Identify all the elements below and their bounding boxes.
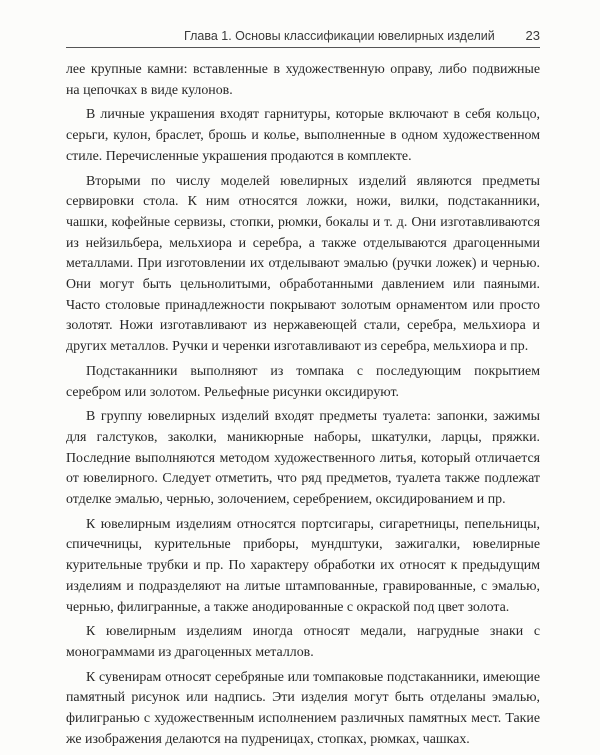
paragraph: В личные украшения входят гарнитуры, которые включают в себя кольцо, серьги, кулон, браслет, брошь и колье, выполненные в одном художественном стиле. Перечисленные украшения продаются в комплекте.: [66, 107, 540, 164]
chapter-title: Глава 1. Основы классификации ювелирных изделий: [184, 29, 495, 43]
page-number: 23: [525, 28, 540, 43]
paragraph: В группу ювелирных изделий входят предметы туалета: запонки, зажимы для галстуков, заколки, маникюрные наборы, шкатулки, ларцы, пряжки. Последние выполняются методом художественного литья, который отличается от ювелирного. Следует отметить, что ряд предметов, туалета также подлежат отделке эмалью, чернью, золочением, серебрением, оксидированием и пр.: [66, 409, 540, 508]
header-divider: [66, 47, 540, 48]
running-header: [66, 20, 540, 46]
body-text: [66, 60, 540, 755]
paragraph: Вторыми по числу моделей ювелирных изделий являются предметы сервировки стола. К ним относятся ложки, ножи, вилки, подстаканники, чашки, кофейные сервизы, стопки, рюмки, бокалы и т. д. Они изготавливаются из нейзильбера, мельхиора и серебра, а также отделываются драгоценными металлами. При изготовлении их отделывают эмалью (ручки ложек) и чернью. Они могут быть цельнолитыми, обработанными давлением или паяными. Часто столовые принадлежности покрывают золотым орнаментом или просто золотят. Ножи изготавливают из нержавеющей стали, серебра, мельхиора и других металлов. Ручки и черенки изготавливают из серебра, мельхиора и пр.: [66, 173, 540, 355]
paragraph: К ювелирным изделиям относятся портсигары, сигаретницы, пепельницы, спичечницы, курительные приборы, мундштуки, зажигалки, ювелирные курительные трубки и пр. По характеру обработки их относят к предыдущим изделиям и подразделяют на литые штампованные, гравированные, с эмалью, чернью, филигранные, а также анодированные с окраской под цвет золота.: [66, 516, 540, 615]
paragraph: К сувенирам относят серебряные или томпаковые подстаканники, имеющие памятный рисунок или надпись. Эти изделия могут быть отделаны эмалью, филигранью с художественным исполнением различных памятных мест. Такие же изображения делаются на пудреницах, стопках, рюмках, чашках.: [66, 669, 540, 747]
paragraph: Подстаканники выполняют из томпака с последующим покрытием серебром или золотом. Рельефные рисунки оксидируют.: [66, 363, 540, 400]
paragraph: К ювелирным изделиям иногда относят медали, нагрудные знаки с монограммами из драгоценных металлов.: [66, 624, 540, 660]
paragraph: лее крупные камни: вставленные в художественную оправу, либо подвижные на цепочках в виде кулонов.: [66, 62, 540, 98]
